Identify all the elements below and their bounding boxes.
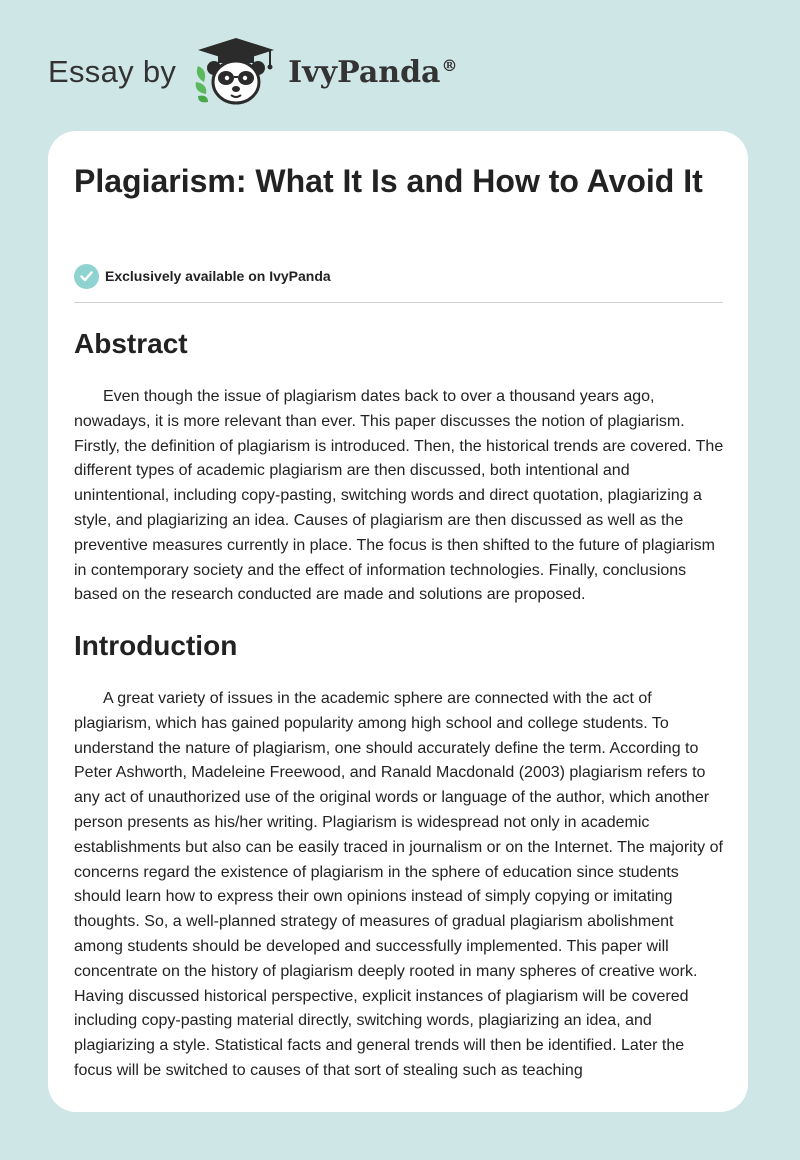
ivypanda-logo-icon[interactable] <box>190 36 282 108</box>
exclusive-text: Exclusively available on IvyPanda <box>105 268 331 284</box>
essay-by-label: Essay by <box>48 54 177 89</box>
check-circle-icon <box>74 264 99 289</box>
brand-name: IvyPanda® <box>288 54 458 90</box>
divider <box>74 302 723 303</box>
section-heading-abstract: Abstract <box>74 328 188 359</box>
essay-card <box>48 131 748 1112</box>
introduction-paragraph: A great variety of issues in the academic sphere are connected with the act of plagiarism, which has gained popularity among high school and college students. To understand the nature of plagiarism, one should accurately define the term. According to Peter Ashworth, Madeleine Freewood, and Ranald Macdonald (2003) plagiarism refers to any act of unauthorized use of the original words or language of the author, which another person presents as his/her writing. Plagiarism is widespread not only in academic establishments but also can be easily traced in journalism or on the Internet. The majority of concerns regard the existence of plagiarism in the sphere of education since students should learn how to express their own opinions instead of simply copying or imitating thoughts. So, a well-planned strategy of measures of gradual plagiarism abolishment among students should be developed and successfully implemented. This paper will concentrate on the history of plagiarism deeply rooted in many spheres of creative work. Having discussed historical perspective, explicit instances of plagiarism will be covered including copy-pasting material directly, switching words, plagiarizing an idea, and plagiarizing a style. Statistical facts and general trends will then be identified. Later the focus will be switched to causes of that sort of stealing such as teaching <box>74 690 723 1079</box>
page-title: Plagiarism: What It Is and How to Avoid It <box>74 163 703 199</box>
site-header <box>48 36 458 108</box>
abstract-paragraph: Even though the issue of plagiarism dates back to over a thousand years ago, nowadays, it is more relevant than ever. This paper discusses the notion of plagiarism. Firstly, the definition of plagiarism is introduced. Then, the historical trends are covered. The different types of academic plagiarism are then discussed, both intentional and unintentional, including copy-pasting, switching words and direct quotation, plagiarizing a style, and plagiarizing an idea. Causes of plagiarism are then discussed as well as the preventive measures currently in place. The focus is then shifted to the future of plagiarism in contemporary society and the effect of information technologies. Finally, conclusions based on the research conducted are made and solutions are proposed. <box>74 388 724 604</box>
exclusive-badge <box>74 263 331 289</box>
section-heading-introduction: Introduction <box>74 630 238 661</box>
